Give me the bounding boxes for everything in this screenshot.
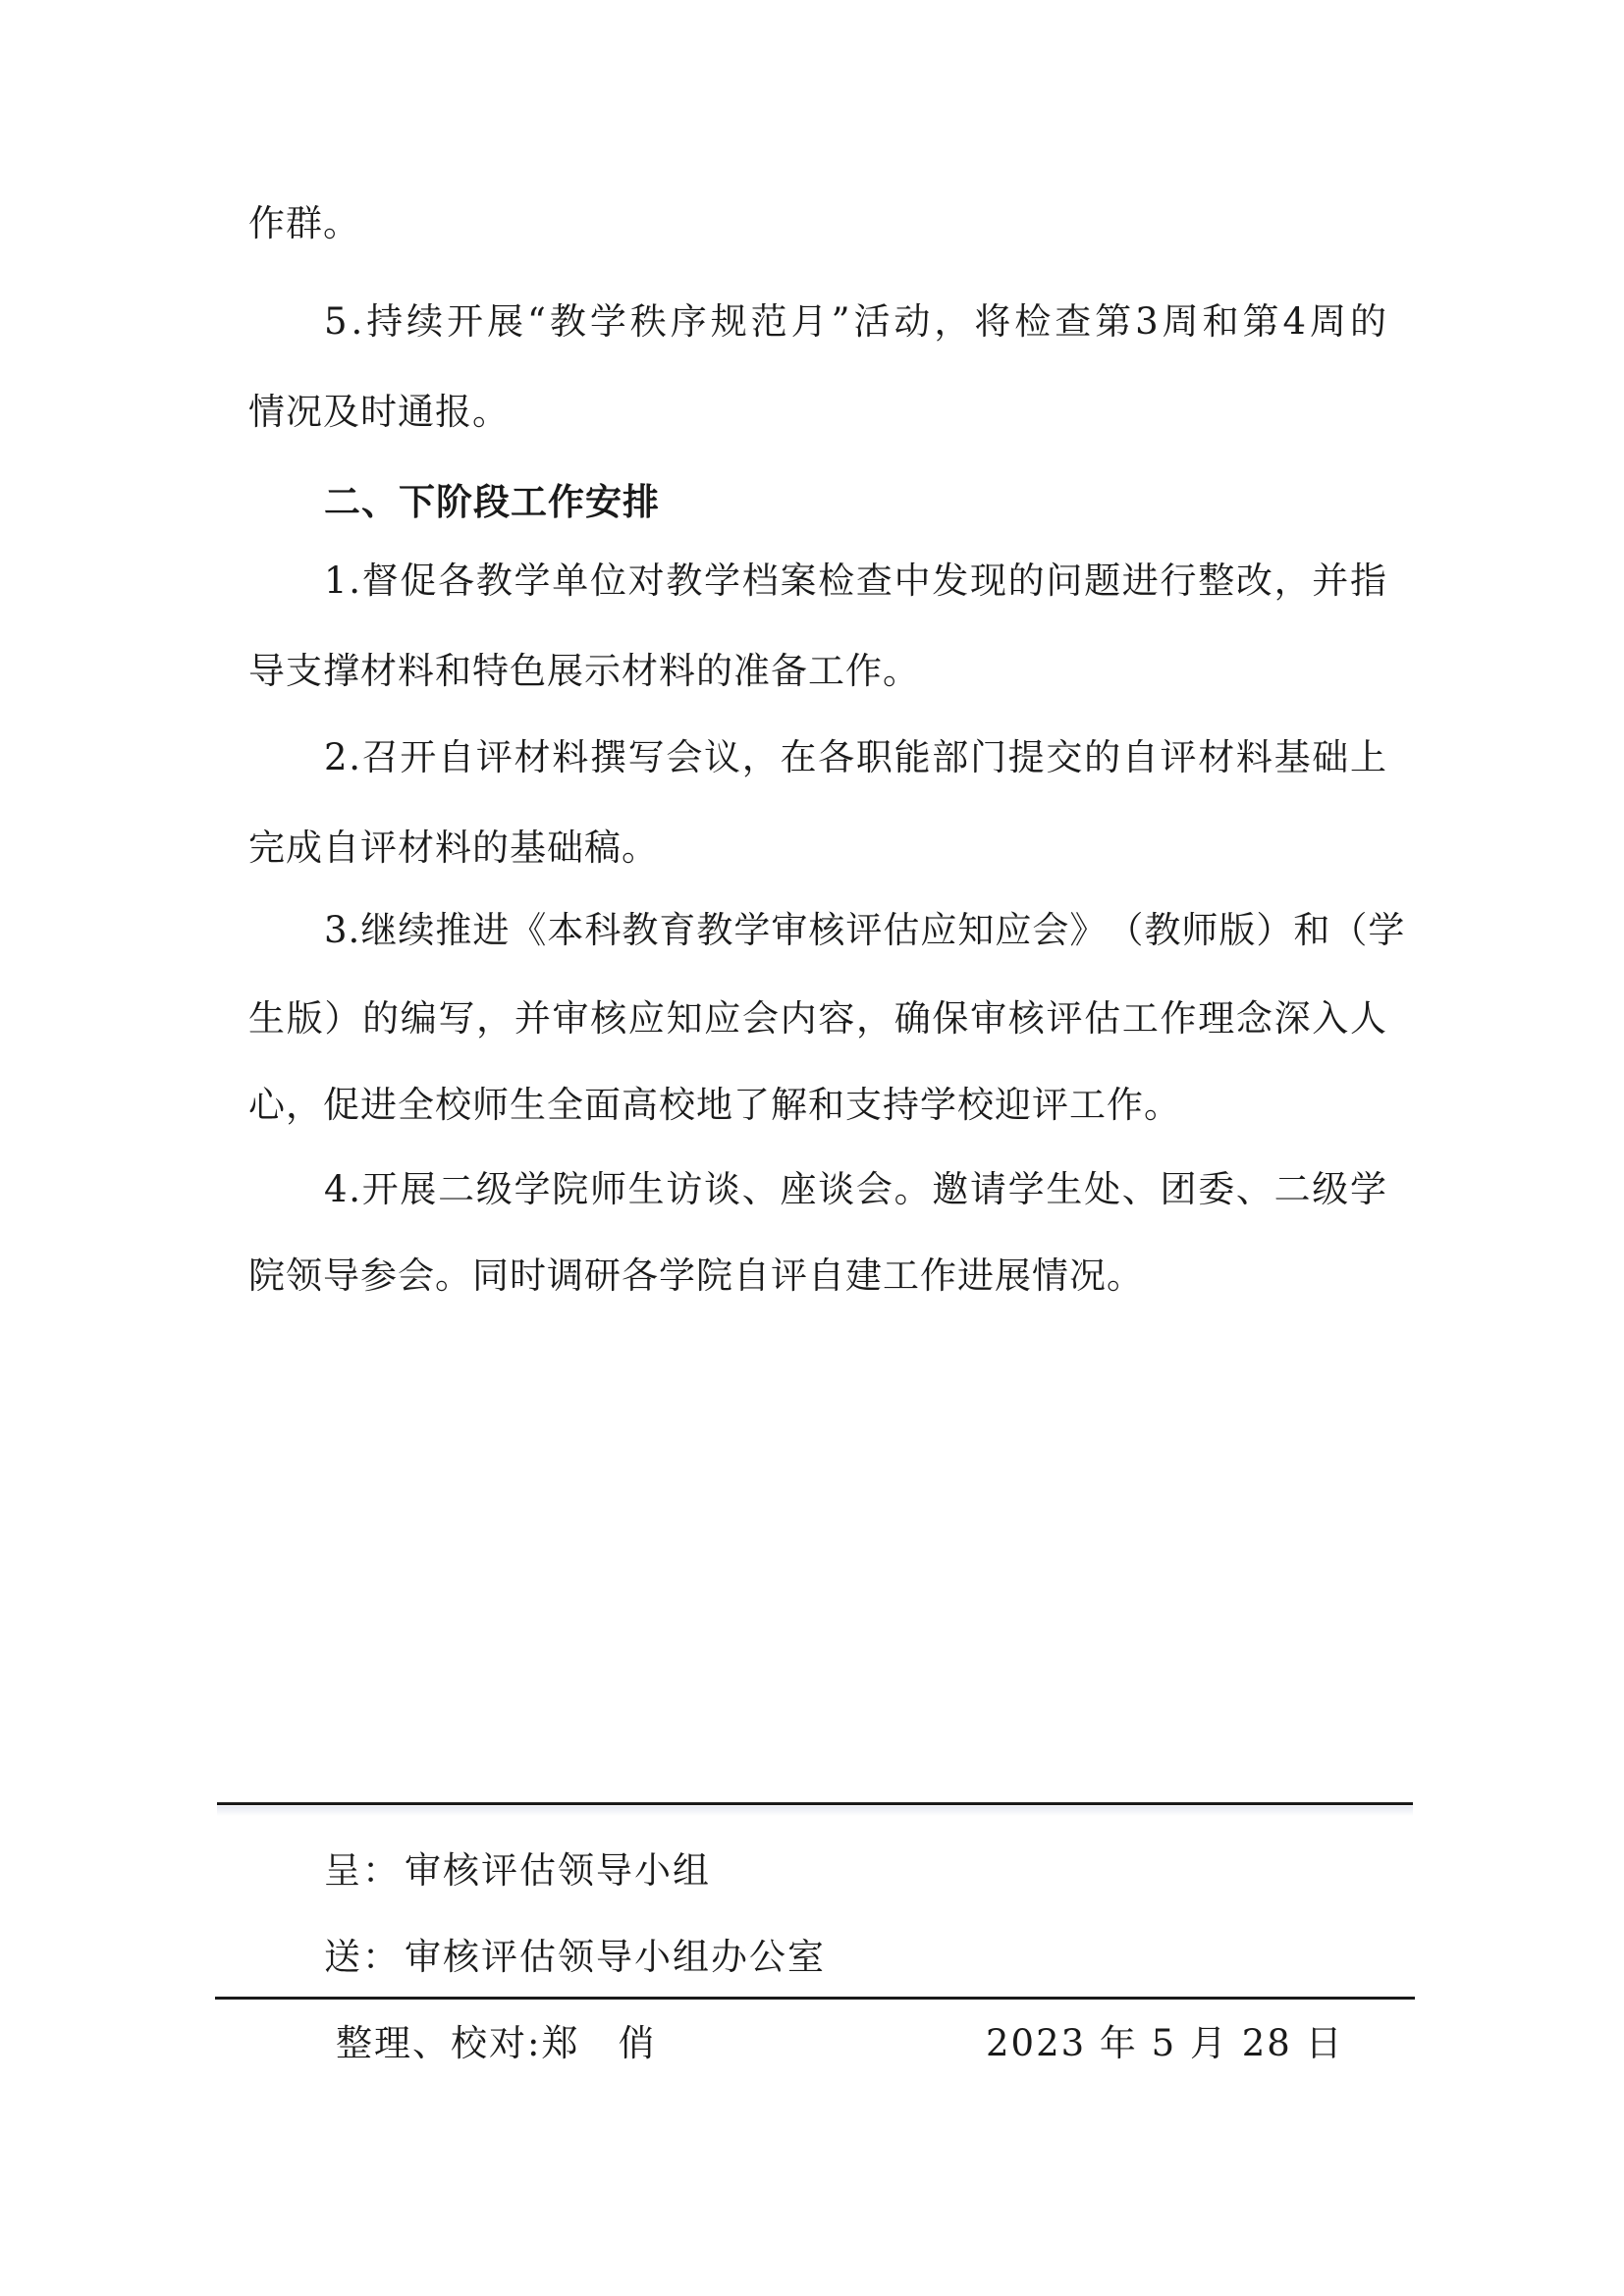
- glyph: 的: [1007, 560, 1046, 602]
- glyph: 教: [622, 909, 660, 951]
- glyph: 教: [1144, 909, 1182, 951]
- body-line: 心，促进全校师生全面高校地了解和支持学校迎评工作。: [248, 1084, 1181, 1126]
- glyph: 座: [780, 1168, 818, 1210]
- glyph: 评: [475, 736, 514, 778]
- glyph: 第: [1095, 300, 1133, 343]
- glyph: 学: [704, 560, 742, 602]
- glyph: 学: [514, 560, 552, 602]
- glyph: 行: [1160, 560, 1198, 602]
- glyph: 容: [818, 997, 856, 1040]
- glyph: 应: [627, 997, 666, 1040]
- glyph: 学: [1350, 1168, 1387, 1210]
- glyph: 教: [475, 560, 514, 602]
- footer-top-rule: [217, 1802, 1413, 1805]
- glyph: 活: [853, 300, 892, 343]
- glyph: 基: [1273, 736, 1312, 778]
- glyph: “: [527, 300, 547, 343]
- glyph: 育: [659, 909, 697, 951]
- glyph: 并: [1312, 560, 1350, 602]
- glyph: 础: [1312, 736, 1350, 778]
- glyph: 。: [893, 1168, 932, 1210]
- glyph: 各: [438, 560, 476, 602]
- glyph: 自: [438, 736, 476, 778]
- glyph: 深: [1273, 997, 1312, 1040]
- glyph: 检: [818, 560, 856, 602]
- footer-bottom-rule: [215, 1997, 1415, 2000]
- glyph: 会: [1032, 909, 1070, 951]
- glyph: 生: [627, 1168, 666, 1210]
- glyph: 发: [932, 560, 970, 602]
- glyph: 生: [248, 997, 286, 1040]
- glyph: 门: [969, 736, 1007, 778]
- glyph: 评: [1160, 736, 1198, 778]
- glyph: 知: [957, 909, 996, 951]
- glyph: 第: [1242, 300, 1280, 343]
- glyph: 审: [970, 997, 1008, 1040]
- glyph: 5: [324, 300, 349, 343]
- glyph: 核: [590, 997, 628, 1040]
- body-line: [324, 560, 1387, 603]
- glyph: ”: [831, 300, 851, 343]
- glyph: 料: [552, 736, 590, 778]
- glyph: 召: [361, 736, 400, 778]
- glyph: 案: [780, 560, 818, 602]
- glyph: 《: [510, 909, 548, 951]
- glyph: 查: [1055, 300, 1093, 343]
- glyph: 二: [438, 1168, 476, 1210]
- glyph: 自: [1121, 736, 1160, 778]
- glyph: .: [351, 300, 364, 343]
- glyph: 师: [1181, 909, 1219, 951]
- glyph: 动: [893, 300, 932, 343]
- glyph: 周: [1309, 300, 1347, 343]
- glyph: 生: [1046, 1168, 1084, 1210]
- glyph: 级: [475, 1168, 514, 1210]
- glyph: ，: [741, 736, 780, 778]
- glyph: 估: [1084, 997, 1122, 1040]
- glyph: 促: [400, 560, 438, 602]
- body-line: 完成自评材料的基础稿。: [248, 827, 659, 869]
- glyph: 邀: [932, 1168, 970, 1210]
- section-heading: 二、下阶段工作安排: [324, 481, 660, 523]
- glyph: 教: [696, 909, 734, 951]
- body-line: [248, 997, 1387, 1041]
- glyph: 撰: [589, 736, 627, 778]
- glyph: 、: [1235, 1168, 1273, 1210]
- glyph: 位: [589, 560, 627, 602]
- glyph: 》: [1069, 909, 1108, 951]
- glyph: 对: [627, 560, 666, 602]
- glyph: 的: [1084, 736, 1122, 778]
- glyph: 应: [995, 909, 1033, 951]
- glyph: 本: [547, 909, 585, 951]
- glyph: 月: [790, 300, 829, 343]
- glyph: 各: [818, 736, 856, 778]
- glyph: 进: [472, 909, 511, 951]
- glyph: 学: [1007, 1168, 1046, 1210]
- body-line: 作群。: [248, 202, 360, 244]
- glyph: .: [349, 1168, 362, 1210]
- glyph: 院: [552, 1168, 590, 1210]
- glyph: 上: [1350, 736, 1387, 778]
- glyph: 会: [855, 1168, 893, 1210]
- glyph: 推: [435, 909, 473, 951]
- glyph: 核: [808, 909, 846, 951]
- glyph: 材: [514, 736, 552, 778]
- glyph: 处: [1084, 1168, 1122, 1210]
- glyph: 周: [1162, 300, 1200, 343]
- glyph: 学: [733, 909, 772, 951]
- glyph: 内: [780, 997, 818, 1040]
- glyph: 评: [845, 909, 884, 951]
- glyph: 会: [666, 736, 704, 778]
- body-line: 情况及时通报。: [248, 391, 510, 433]
- glyph: 2: [324, 736, 349, 778]
- glyph: 督: [361, 560, 400, 602]
- glyph: 交: [1046, 736, 1084, 778]
- glyph: 科: [584, 909, 623, 951]
- glyph: 范: [750, 300, 788, 343]
- glyph: 职: [855, 736, 893, 778]
- glyph: 开: [361, 1168, 400, 1210]
- glyph: ）: [324, 997, 362, 1040]
- glyph: 、: [1121, 1168, 1160, 1210]
- glyph: 进: [1121, 560, 1160, 602]
- glyph: 问: [1046, 560, 1084, 602]
- glyph: 1: [324, 560, 349, 602]
- recipient-label: 呈：: [324, 1849, 401, 1892]
- glyph: 谈: [704, 1168, 742, 1210]
- glyph: 并: [514, 997, 552, 1040]
- glyph: 审: [552, 997, 590, 1040]
- glyph: .: [349, 736, 362, 778]
- glyph: 4: [324, 1168, 349, 1210]
- glyph: 和: [1293, 909, 1331, 951]
- glyph: 写: [438, 997, 476, 1040]
- glyph: 在: [780, 736, 818, 778]
- glyph: 部: [932, 736, 970, 778]
- glyph: （: [1330, 909, 1369, 951]
- glyph: 应: [704, 997, 742, 1040]
- glyph: 理: [1198, 997, 1236, 1040]
- body-line: 院领导参会。同时调研各学院自评自建工作进展情况。: [248, 1255, 1144, 1297]
- glyph: 学: [589, 300, 627, 343]
- glyph: 作: [1160, 997, 1198, 1040]
- cc-label: 送：: [324, 1936, 401, 1978]
- body-line: 导支撑材料和特色展示材料的准备工作。: [248, 650, 920, 692]
- glyph: 、: [741, 1168, 780, 1210]
- glyph: 入: [1312, 997, 1350, 1040]
- issue-date: 2023 年 5 月 28 日: [986, 2022, 1344, 2064]
- glyph: 指: [1350, 560, 1387, 602]
- glyph: 二: [1273, 1168, 1312, 1210]
- glyph: 教: [666, 560, 704, 602]
- glyph: 级: [1312, 1168, 1350, 1210]
- glyph: 将: [974, 300, 1012, 343]
- glyph: 序: [670, 300, 708, 343]
- glyph: 秩: [629, 300, 668, 343]
- glyph: 确: [893, 997, 932, 1040]
- glyph: 能: [893, 736, 932, 778]
- glyph: .: [348, 909, 361, 951]
- glyph: 现: [969, 560, 1007, 602]
- glyph: 材: [1198, 736, 1236, 778]
- glyph: 工: [1121, 997, 1160, 1040]
- glyph: 人: [1349, 997, 1387, 1040]
- glyph: .: [349, 560, 362, 602]
- footer-rule-shadow: [217, 1806, 1413, 1816]
- glyph: 会: [741, 997, 780, 1040]
- glyph: ，: [1273, 560, 1312, 602]
- glyph: ，: [476, 997, 514, 1040]
- glyph: 念: [1235, 997, 1273, 1040]
- glyph: 3: [1135, 300, 1160, 343]
- glyph: 的: [1349, 300, 1387, 343]
- glyph: 继: [360, 909, 399, 951]
- glyph: 访: [666, 1168, 704, 1210]
- glyph: 和: [1202, 300, 1240, 343]
- glyph: （: [1107, 909, 1145, 951]
- body-line: [324, 736, 1387, 779]
- glyph: 查: [855, 560, 893, 602]
- glyph: 版: [286, 997, 324, 1040]
- glyph: 保: [932, 997, 970, 1040]
- glyph: 的: [362, 997, 401, 1040]
- glyph: 持: [366, 300, 405, 343]
- glyph: ）: [1256, 909, 1294, 951]
- glyph: 单: [552, 560, 590, 602]
- glyph: 续: [398, 909, 436, 951]
- body-line: [324, 909, 1406, 952]
- glyph: ，: [934, 300, 972, 343]
- glyph: 师: [589, 1168, 627, 1210]
- glyph: 续: [406, 300, 445, 343]
- glyph: ，: [856, 997, 893, 1040]
- glyph: 规: [710, 300, 748, 343]
- glyph: 3: [324, 909, 349, 951]
- glyph: 4: [1282, 300, 1308, 343]
- glyph: 学: [514, 1168, 552, 1210]
- glyph: 评: [1046, 997, 1084, 1040]
- glyph: 检: [1014, 300, 1053, 343]
- glyph: 档: [741, 560, 780, 602]
- glyph: 委: [1198, 1168, 1236, 1210]
- glyph: 题: [1084, 560, 1122, 602]
- glyph: 学: [1368, 909, 1406, 951]
- cc-value: 审核评估领导小组办公室: [405, 1936, 826, 1978]
- glyph: 核: [1007, 997, 1046, 1040]
- body-line: [324, 1168, 1387, 1211]
- glyph: 版: [1218, 909, 1257, 951]
- glyph: 展: [400, 1168, 438, 1210]
- glyph: 编: [400, 997, 438, 1040]
- glyph: 提: [1007, 736, 1046, 778]
- glyph: 应: [920, 909, 958, 951]
- glyph: 团: [1160, 1168, 1198, 1210]
- glyph: 料: [1235, 736, 1273, 778]
- glyph: 议: [704, 736, 742, 778]
- glyph: 估: [883, 909, 921, 951]
- glyph: 请: [969, 1168, 1007, 1210]
- glyph: 审: [771, 909, 809, 951]
- glyph: 写: [627, 736, 666, 778]
- glyph: 开: [400, 736, 438, 778]
- body-line: [324, 300, 1387, 344]
- glyph: 谈: [818, 1168, 856, 1210]
- glyph: 开: [447, 300, 485, 343]
- editor-credit: 整理、校对:郑 俏: [336, 2022, 657, 2064]
- glyph: 中: [893, 560, 932, 602]
- recipient-value: 审核评估领导小组: [405, 1849, 711, 1892]
- glyph: 教: [549, 300, 587, 343]
- glyph: 整: [1198, 560, 1236, 602]
- glyph: 展: [487, 300, 525, 343]
- glyph: 改: [1235, 560, 1273, 602]
- glyph: 知: [666, 997, 704, 1040]
